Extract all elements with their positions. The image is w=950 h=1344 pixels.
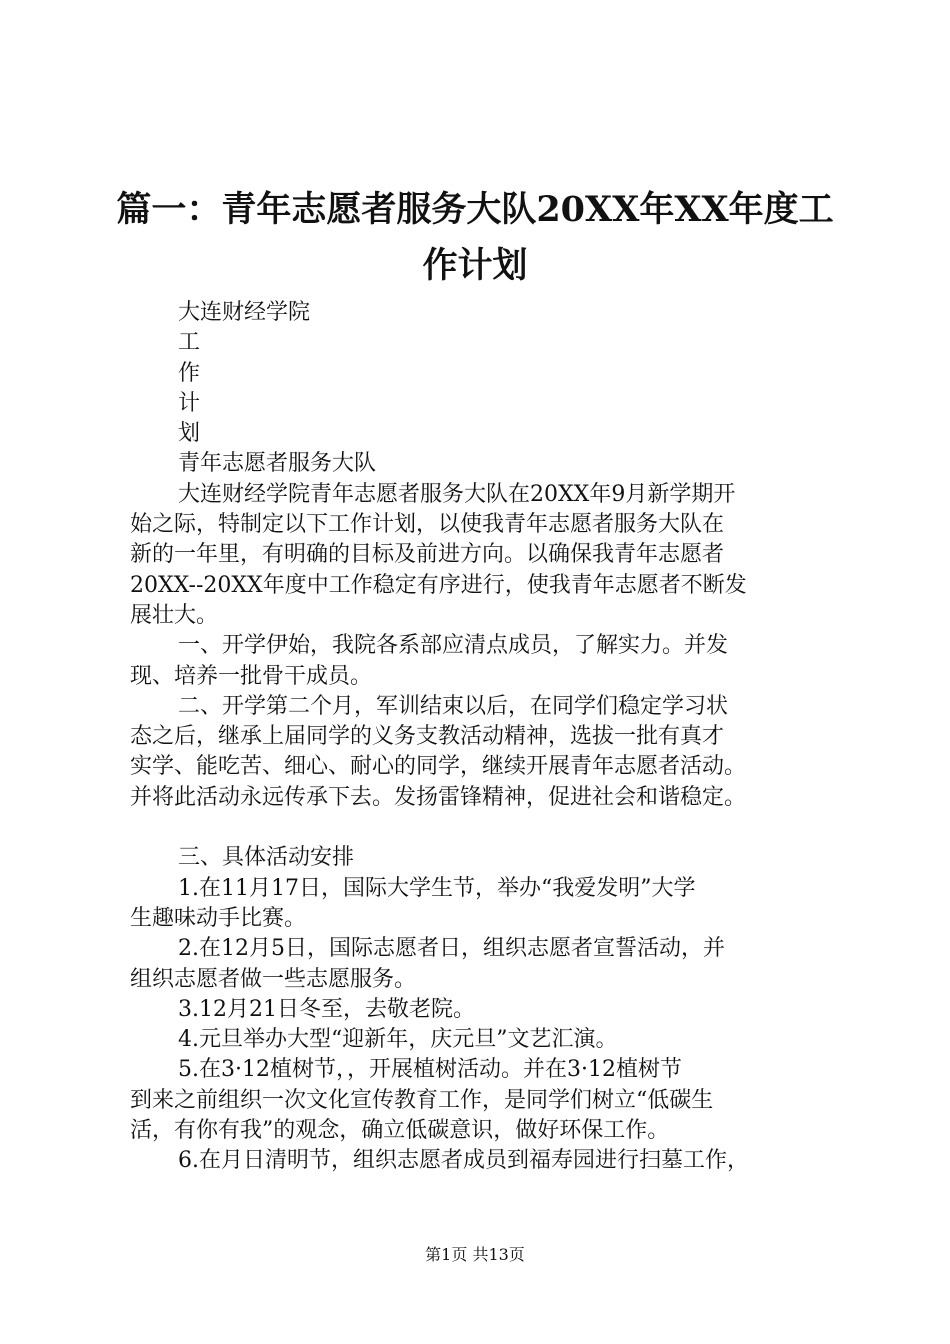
activity-item-5-cont: 到来之前组织一次文化宣传教育工作，是同学们树立“低碳生 [130,1087,714,1113]
section1-line: 现、培养一批骨干成员。 [130,663,373,689]
team-name: 青年志愿者服务大队 [178,451,377,477]
activity-item-6: 6.在月日清明节，组织志愿者成员到福寿园进行扫墓工作， [178,1148,749,1174]
activity-item-5: 5.在3·12植树节，，开展植树活动。并在3·12植树节 [178,1057,682,1083]
blank-line [130,813,840,843]
section2-line: 实学、能吃苦、细心、耐心的同学，继续开展青年志愿者活动。 [130,754,747,780]
vertical-char: 计 [178,390,201,416]
section3-heading: 三、具体活动安排 [178,845,355,871]
section1-line: 一、开学伊始，我院各系部应清点成员，了解实力。并发 [178,633,729,659]
activity-item-1: 1.在11月17日，国际大学生节，举办“我爱发明”大学 [178,875,696,901]
section2-line: 二、开学第二个月，军训结束以后，在同学们稳定学习状 [178,693,729,719]
activity-item-3: 3.12月21日冬至，去敬老院。 [178,996,475,1022]
school-name: 大连财经学院 [178,300,311,325]
activity-item-1-cont: 生趣味动手比赛。 [130,905,307,931]
intro-line: 新的一年里，有明确的目标及前进方向。以确保我青年志愿者 [130,542,725,568]
intro-line: 始之际，特制定以下工作计划，以使我青年志愿者服务大队在 [130,512,725,538]
vertical-char: 划 [178,421,201,447]
section2-line: 态之后，继承上届同学的义务支教活动精神，选拔一批有真才 [130,724,725,750]
document-body [130,298,840,1177]
section2-line: 并将此活动永远传承下去。发扬雷锋精神，促进社会和谐稳定。 [130,784,747,810]
vertical-char: 工 [178,330,201,356]
document-title [110,182,840,294]
activity-item-2: 2.在12月5日，国际志愿者日，组织志愿者宣誓活动，并 [178,936,725,962]
intro-line: 20XX--20XX年度中工作稳定有序进行，使我青年志愿者不断发 [130,572,747,598]
activity-item-4: 4.元旦举办大型“迎新年，庆元旦”文艺汇演。 [178,1027,618,1053]
page-footer: 第1页 共13页 [425,1245,525,1264]
intro-line: 展壮大。 [130,602,219,628]
title-line-2: 作计划 [422,245,528,286]
activity-item-5-cont: 活，有你有我”的观念，确立低碳意识，做好环保工作。 [130,1118,670,1144]
title-line-1: 篇一：青年志愿者服务大队20XX年XX年度工 [116,189,834,230]
activity-item-2-cont: 组织志愿者做一些志愿服务。 [130,966,417,992]
intro-line: 大连财经学院青年志愿者服务大队在20XX年9月新学期开 [178,481,736,507]
vertical-char: 作 [178,360,201,386]
